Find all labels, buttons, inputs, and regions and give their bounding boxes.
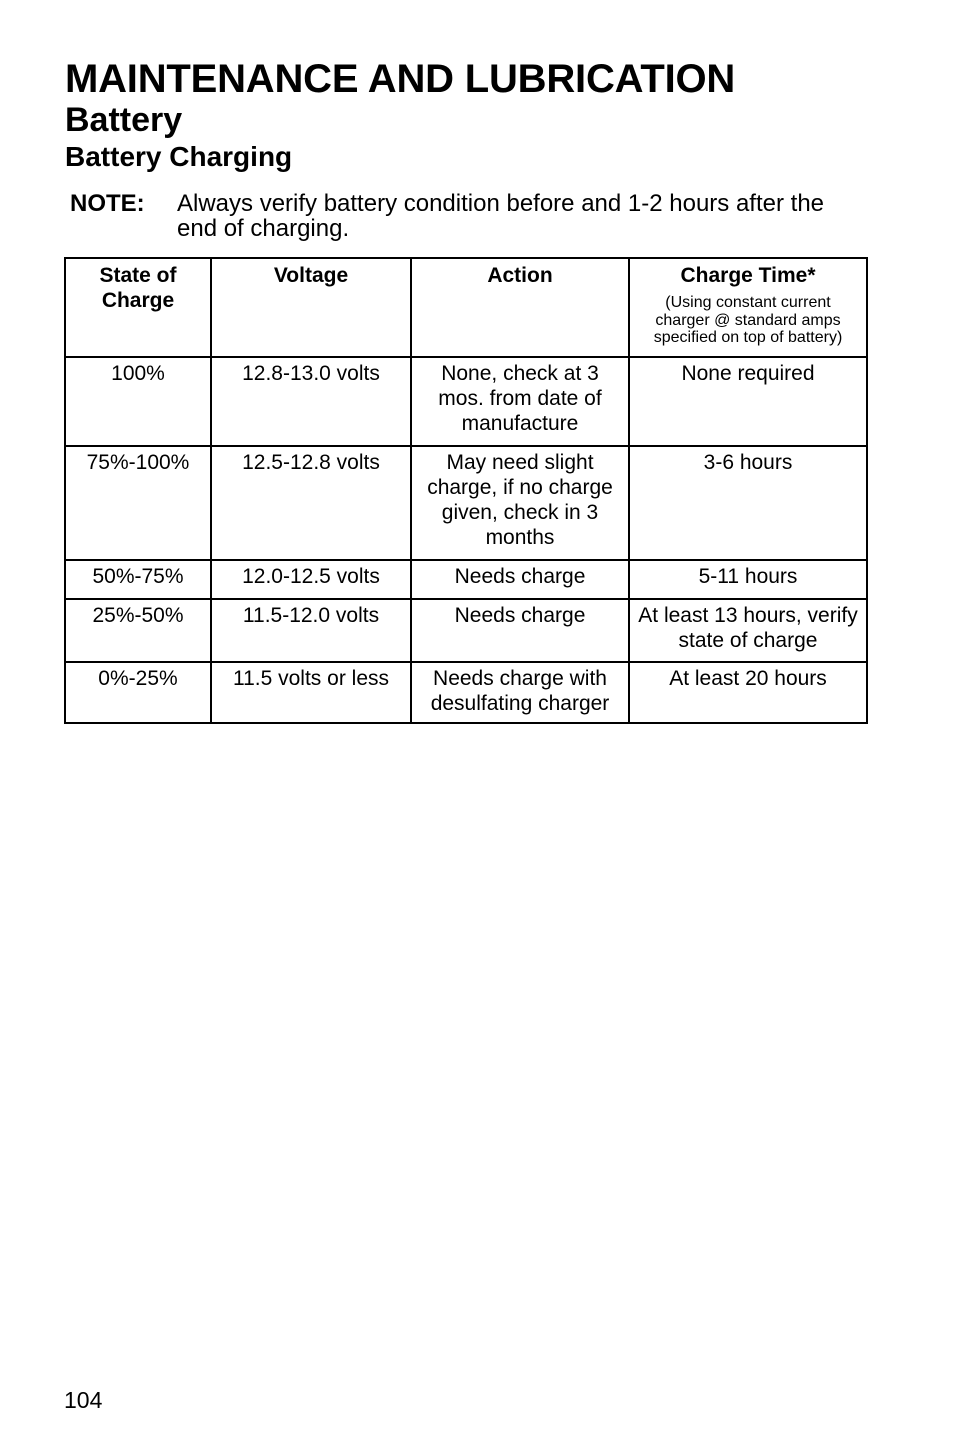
cell-action: Needs charge with desulfating charger	[411, 662, 629, 723]
table-row	[65, 357, 867, 446]
cell-action	[411, 446, 629, 560]
cell-action	[411, 357, 629, 446]
table-row	[65, 446, 867, 560]
header-charge-time-note: (Using constant current charger @ standard amps specified on top of battery)	[653, 294, 843, 346]
cell-charge-time	[629, 599, 867, 662]
cell-voltage: 11.5-12.0 volts	[211, 599, 411, 662]
battery-charge-table	[64, 257, 868, 724]
cell-action: Needs charge	[411, 560, 629, 599]
cell-voltage: 12.8-13.0 volts	[211, 357, 411, 446]
header-charge-time-label: Charge Time*	[680, 264, 816, 287]
cell-voltage: 11.5 volts or less	[211, 662, 411, 723]
cell-charge-time-text: At least 13 hours, verify state of charge	[638, 604, 858, 652]
section-title: MAINTENANCE AND LUBRICATION	[65, 57, 736, 101]
note-text: Always verify battery condition before and 1-2 hours after the end of charging.	[177, 190, 825, 242]
cell-voltage: 12.0-12.5 volts	[211, 560, 411, 599]
topic-title: Battery Charging	[65, 141, 293, 172]
cell-state: 0%-25%	[65, 662, 211, 723]
table-row	[65, 560, 867, 599]
cell-voltage: 12.5-12.8 volts	[211, 446, 411, 560]
table-header-row	[65, 258, 867, 357]
header-charge-time	[629, 258, 867, 357]
cell-charge-time: 5-11 hours	[629, 560, 867, 599]
cell-state: 75%-100%	[65, 446, 211, 560]
cell-charge-time: At least 20 hours	[629, 662, 867, 723]
cell-state: 100%	[65, 357, 211, 446]
cell-action: Needs charge	[411, 599, 629, 662]
cell-action-text: May need slight charge, if no charge given, check in 3 months	[427, 451, 613, 549]
cell-state: 50%-75%	[65, 560, 211, 599]
cell-charge-time: None required	[629, 357, 867, 446]
page-number: 104	[64, 1387, 103, 1413]
note-label: NOTE:	[70, 190, 145, 217]
cell-state: 25%-50%	[65, 599, 211, 662]
cell-charge-time: 3-6 hours	[629, 446, 867, 560]
header-voltage: Voltage	[211, 258, 411, 357]
table-row	[65, 599, 867, 662]
header-state-of-charge	[65, 258, 211, 357]
header-state-label: State of Charge	[99, 264, 177, 312]
header-action: Action	[411, 258, 629, 357]
subsection-title: Battery	[65, 101, 183, 139]
table-row	[65, 662, 867, 723]
cell-action-text: None, check at 3 mos. from date of manufacture	[438, 362, 602, 435]
